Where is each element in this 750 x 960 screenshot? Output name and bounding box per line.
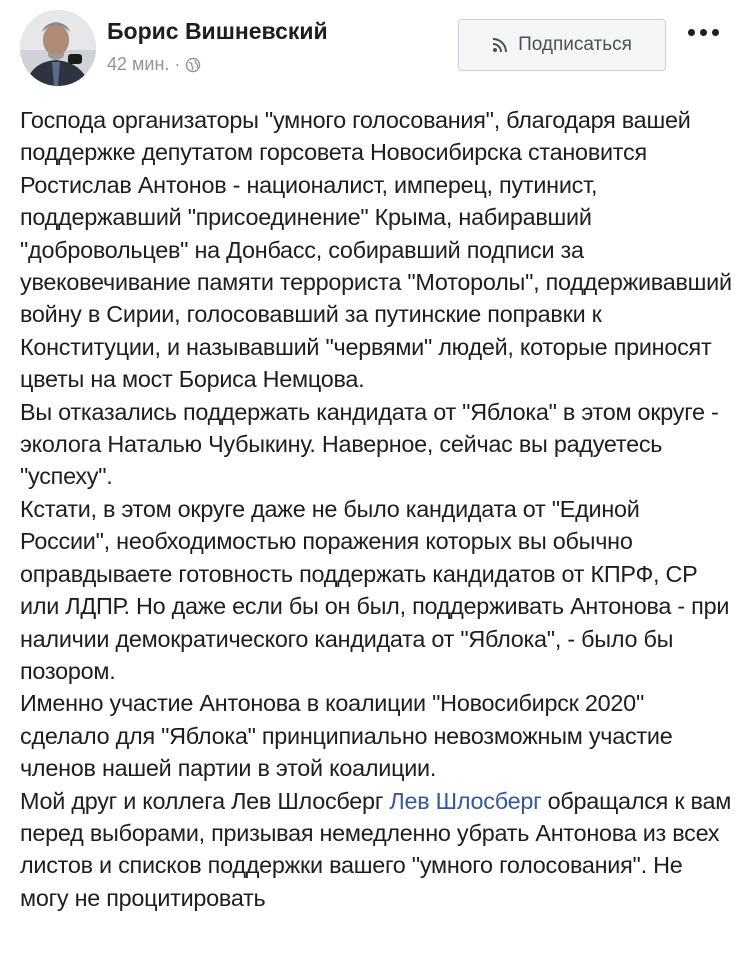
dot (688, 29, 695, 36)
meta-separator: · (174, 54, 181, 74)
subscribe-label: Подписаться (518, 34, 632, 55)
rss-icon (492, 37, 508, 53)
dot (700, 29, 707, 36)
post-paragraph: Кстати, в этом округе даже не было кандидата от "Единой России", необходимостью поражения которых вы обычно оправдываете готовность поддержать кандидатов от КПРФ, СР или ЛДПР. Но даже если бы он был, поддерживать Антонова - при наличии демократического кандидата от "Яблока", - было бы позором. (20, 495, 730, 684)
avatar-photo-icon (20, 10, 96, 86)
mention-link[interactable]: Лев Шлосберг (389, 787, 542, 814)
post-paragraph: Именно участие Антонова в коалиции "Новосибирск 2020" сделало для "Яблока" принципиально невозможным участие членов нашей партии в этой коалиции. (20, 690, 673, 782)
post-paragraph: Господа организаторы "умного голосования", благодаря вашей поддержке депутатом горсовета Новосибирска становится Ростислав Антонов - националист, имперец, путинист, поддержавший "присоединение" Крыма, набиравший "добровольцев" на Донбасс, собиравший подписи за увековечивание памяти террориста "Моторолы", поддерживавший войну в Сирии, голосовавший за путинские поправки к Конституции, и называвший "червями" людей, которые приносят цветы на мост Бориса Немцова. (20, 107, 732, 393)
globe-icon (185, 57, 201, 73)
subscribe-button[interactable] (458, 19, 666, 71)
text-before-mention: Мой друг и коллега Лев Шлосберг (20, 787, 390, 814)
post-text (20, 104, 732, 914)
dot (712, 29, 719, 36)
post-paragraph: Вы отказались поддержать кандидата от "Яблока" в этом округе - эколога Наталью Чубыкину. Наверное, сейчас вы радуетесь "успеху". (20, 398, 719, 490)
author-avatar[interactable] (20, 10, 96, 86)
post-time[interactable]: 42 мин. (107, 54, 170, 74)
post-meta (107, 54, 201, 75)
post-paragraph-last (20, 785, 732, 915)
text-after-mention: обращался к вам перед выборами, призывая немедленно убрать Антонова из всех листов и списков поддержки вашего "умного голосования". Не могу не процитировать (20, 787, 732, 911)
author-name[interactable]: Борис Вишневский (107, 18, 328, 44)
post-header (0, 0, 750, 100)
more-options-icon[interactable] (688, 22, 728, 42)
